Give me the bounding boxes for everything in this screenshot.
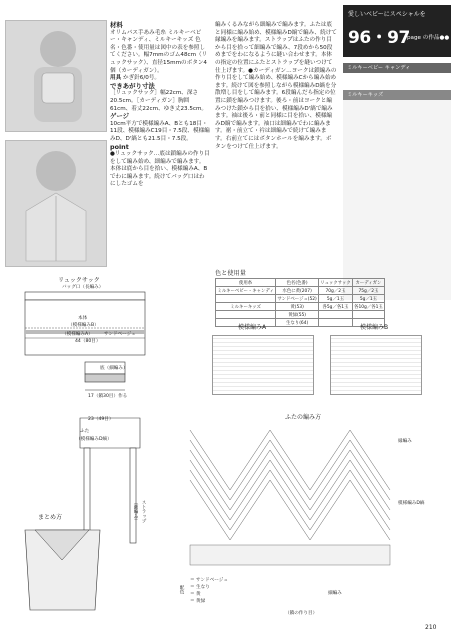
header-lead: 愛しいベビーにスペシャルを — [348, 11, 426, 18]
photo-backpack-child — [5, 20, 107, 132]
cell: 5g／1玉 — [352, 295, 384, 303]
cell: 各5g／各1玉 — [319, 303, 353, 311]
th-color: 色名(色番) — [276, 279, 319, 287]
cell: 生なり(64) — [276, 319, 319, 327]
strap-pattern-label: （細編み） — [133, 500, 138, 523]
cell: 75g／2玉 — [352, 287, 384, 295]
table-row — [216, 287, 385, 295]
edge-label: 縁編み — [398, 439, 412, 444]
body-label: 本体 — [78, 316, 88, 321]
header-number: 96・97 — [348, 28, 410, 48]
cell: サンドベージュ(52) — [277, 296, 317, 302]
single-crochet-label: 細編み — [328, 591, 342, 596]
th-cardigan: カーディガン — [352, 279, 384, 287]
color-table — [215, 278, 385, 327]
series-header — [343, 5, 451, 57]
pattern-d-stripe-label: 模様編みD縞 — [398, 501, 425, 506]
tools-heading: 用具 — [110, 75, 122, 82]
finish-title: まとめ方 — [38, 514, 63, 521]
color-table-title: 色と使用量 — [215, 270, 246, 277]
cell: 70g／2玉 — [319, 287, 353, 295]
pattern-b-title: 模様編みB — [360, 324, 389, 331]
yarn-tag-kids: ミルキーキッズ — [343, 90, 451, 100]
backpack-diagram — [15, 290, 175, 420]
page-number: 210 — [425, 624, 437, 631]
flap-pattern-label: （模様編みD縞） — [76, 437, 112, 442]
header-page-note: page の作品●● — [407, 35, 450, 41]
point-text: ●リュックサック…底は鎖編みの作り目をして編み始め、細編みで編みます。本体は底から目を拾い、模様編みA、Bでわに編みます。続けてバッグ口はわにしたゴムを — [110, 151, 210, 188]
cell — [319, 311, 353, 319]
finish-diagram — [15, 520, 110, 620]
photo-cardigan-child — [5, 140, 107, 267]
cell: ミルキーキッズ — [216, 303, 276, 311]
cell: 5g／1玉 — [319, 295, 353, 303]
bottom-dim-label: 17（鎖30目）作る — [88, 394, 128, 399]
gauge-text: 10cm平方で模様編みA、Bとも18目・11段、模様編みC19目・7.5段、模様編みD、D'縞とも21.5目・7.5段。 — [110, 120, 210, 142]
cell — [216, 311, 276, 319]
bag-mouth-label: バッグ口（長編み） — [62, 285, 104, 290]
flap-label: ふた — [80, 429, 90, 434]
flap-width-label: 23（49目） — [88, 417, 114, 422]
cell: 各10g／各1玉 — [354, 304, 383, 310]
size-heading: できあがり寸法 — [110, 81, 155, 90]
size-text: ［リュックサック］幅22cm、深さ20.5cm。［カーディガン］胸囲61cm、着丈22cm、ゆき丈23.5cm。 — [110, 90, 208, 112]
th-backpack: リュックサック — [320, 280, 351, 286]
tools-text: かぎ針6/0号。 — [122, 75, 160, 82]
table-row — [216, 295, 385, 303]
point-heading: point — [110, 142, 129, 151]
materials-text: オリムパス手あみ毛糸 ミルキーベビー・キャンディ、ミルキーキッズ 色名・色番・使用量は図中の表を参照してください。幅7mmのゴム48cm（リュックサック）、直径15mmのボタン4個（カーディガン）。 — [110, 29, 208, 74]
flap-chart — [185, 420, 395, 570]
key-white: ＝ 生なり — [190, 585, 210, 590]
key-green: ＝ 黄緑 — [190, 599, 206, 604]
cell: 黄(53) — [276, 303, 319, 311]
table-row — [216, 311, 385, 319]
chain-start-label: （鎖の作り目） — [285, 611, 318, 616]
th-yarn: 使用糸 — [216, 279, 276, 287]
materials-heading: 材料 — [110, 21, 123, 29]
child-back-icon — [6, 21, 106, 131]
table-row — [216, 303, 385, 311]
backpack-title: リュックサック — [58, 277, 100, 284]
cell — [216, 295, 276, 303]
sand-beige-label: サンドベージュ — [104, 332, 136, 337]
pattern-a-title: 模様編みA — [238, 324, 267, 331]
width-44-label: 44（80目） — [75, 339, 101, 344]
cell: 水色に黄(207) — [276, 287, 319, 295]
instructions-text: 編みくるみながら細編みで編みます。ふたは底と同様に編み始め、模様編みD縞で編み、続けて縁編みを編みます。ストラップはふたの作り目から目を拾って細編みで編み、7段めから50段めまでをわになるように縫い合わせます。本体の指定の位置にふたとストラップを縫いつけて仕上げます。●カーディガン…ヨークは鎖編みの作り目をして編み始め、模様編みCから編み始めます。続けて図を参照しながら模様編みD縞を分散増し目をして編みます。6段編んだら指定の位置に鎖を編みつけます。後ろ・前はヨークと編みつけた鎖から目を拾い、模様編みD'縞で編みます。袖は後ろ・前と同様に目を拾い、模様編みD縞で編みます。袖口は細編みでわに編みます。裾・前立て・衿は細編みで続けて編みます。右前立てにはボタンホールを編みます。ボタンをつけて仕上げます。 — [215, 22, 337, 150]
sidebar-swatch — [343, 100, 451, 300]
strap-label: ストラップ — [141, 500, 146, 523]
pattern-a-chart — [212, 335, 314, 395]
gauge-heading: ゲージ — [110, 112, 130, 121]
color-key-label: 配色 — [179, 585, 184, 595]
child-front-icon — [6, 141, 106, 266]
bottom-label: 底（細編み） — [100, 366, 128, 371]
cell: 黄緑(55) — [276, 311, 319, 319]
cell — [352, 311, 384, 319]
pattern-a-label: （模様編みA） — [62, 332, 93, 337]
pattern-b-chart — [330, 335, 422, 395]
cell — [319, 319, 353, 327]
key-yellow: ＝ 黄 — [190, 592, 201, 597]
yarn-tag-candy: ミルキーベビー キャンディ — [343, 63, 451, 73]
materials-block — [110, 22, 210, 189]
cell: ミルキーベビー・キャンディ — [217, 288, 274, 294]
pattern-b-label: （模様編みB） — [68, 323, 99, 328]
flap-chart-title: ふたの編み方 — [285, 414, 322, 421]
key-sand: ＝ サンドベージュ — [190, 578, 228, 583]
